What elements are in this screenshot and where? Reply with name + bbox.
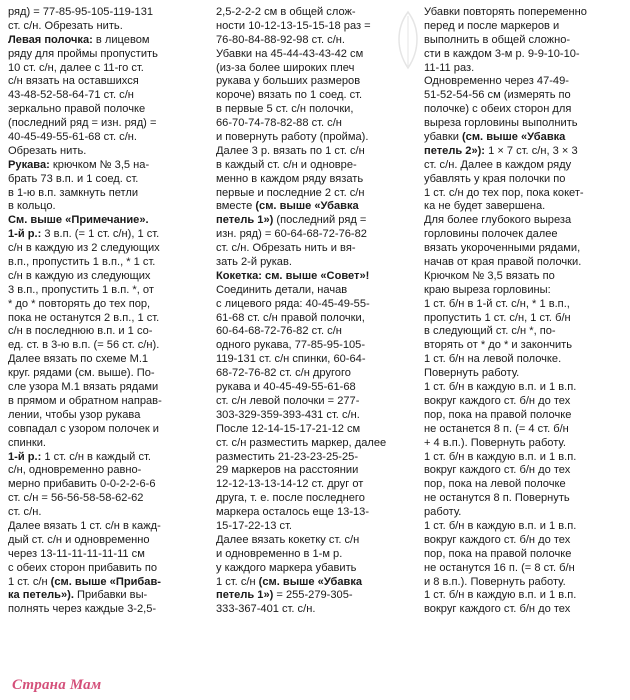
text-segment: 40-45-49-55-61-68 ст. с/н. bbox=[8, 131, 137, 144]
bold-text-segment: ка петель»). bbox=[8, 589, 74, 602]
text-segment: После 12-14-15-17-21-12 см bbox=[216, 422, 361, 435]
text-line bbox=[424, 589, 624, 603]
text-segment: (последний ряд = изн. ряд) = bbox=[8, 117, 157, 130]
text-segment: ст. с/н. Обрезать нить и вя- bbox=[216, 242, 356, 255]
text-line bbox=[216, 214, 416, 228]
text-segment: с/н в каждую из 2 следующих bbox=[8, 242, 160, 255]
text-segment: ед. ст. в 3-ю в.п. (= 56 ст. с/н). bbox=[8, 339, 160, 352]
text-segment: Убавки повторять попеременно bbox=[424, 6, 587, 18]
text-line bbox=[216, 256, 416, 270]
text-line bbox=[8, 464, 204, 478]
text-line bbox=[216, 75, 416, 89]
text-line bbox=[424, 214, 624, 228]
text-line bbox=[216, 89, 416, 103]
text-line bbox=[424, 242, 624, 256]
text-segment: совпадал с узором полочек и bbox=[8, 422, 160, 435]
text-line bbox=[216, 159, 416, 173]
text-line bbox=[8, 34, 204, 48]
text-line bbox=[424, 548, 624, 562]
text-line bbox=[8, 478, 204, 492]
text-line bbox=[216, 451, 416, 465]
text-column-2 bbox=[216, 6, 416, 696]
text-line bbox=[216, 34, 416, 48]
text-segment: 1 ст. б/н в каждую в.п. и 1 в.п. bbox=[424, 450, 577, 463]
text-line bbox=[8, 20, 204, 34]
text-segment: полочке) с обеих сторон для bbox=[424, 103, 572, 116]
text-line bbox=[424, 409, 624, 423]
text-line bbox=[216, 548, 416, 562]
text-segment: перед и после маркеров и bbox=[424, 19, 560, 32]
text-line bbox=[8, 200, 204, 214]
text-line bbox=[424, 353, 624, 367]
text-line bbox=[216, 339, 416, 353]
text-segment: с/н в каждую из следующих bbox=[8, 269, 151, 282]
text-line bbox=[8, 228, 204, 242]
text-segment: мерно прибавить 0-0-2-2-6-6 bbox=[8, 478, 156, 491]
text-segment: 3 в.п. (= 1 ст. с/н), 1 ст. bbox=[41, 228, 160, 241]
text-segment: через 13-11-11-11-11-11 см bbox=[8, 547, 145, 560]
text-segment: ряду для проймы пропустить bbox=[8, 47, 158, 60]
text-line bbox=[424, 187, 624, 201]
text-line bbox=[8, 312, 204, 326]
text-line bbox=[8, 89, 204, 103]
text-line bbox=[216, 325, 416, 339]
text-segment: = 255-279-305- bbox=[273, 589, 353, 602]
text-segment: с/н, одновременно равно- bbox=[8, 464, 142, 477]
text-line bbox=[424, 62, 624, 76]
text-segment: горловины полочек далее bbox=[424, 228, 558, 241]
text-segment: 2,5-2-2-2 см в общей слож- bbox=[216, 6, 356, 18]
text-line bbox=[216, 520, 416, 534]
text-segment: Крючком № 3,5 вязать по bbox=[424, 269, 555, 282]
text-segment: с лицевого ряда: 40-45-49-55- bbox=[216, 297, 370, 310]
text-line bbox=[424, 451, 624, 465]
text-segment: 1 ст. с/н bbox=[8, 575, 51, 588]
text-segment: 10 ст. с/н, далее с 11-го ст. bbox=[8, 61, 144, 74]
text-segment: не останутся 16 п. (= 8 ст. б/н bbox=[424, 561, 575, 574]
text-segment: не останутся 8 п. Повернуть bbox=[424, 492, 570, 505]
text-segment: пор, пока на левой полочке bbox=[424, 478, 566, 491]
text-line bbox=[424, 131, 624, 145]
text-line bbox=[216, 298, 416, 312]
text-segment: Далее вязать по схеме М.1 bbox=[8, 353, 149, 366]
text-line bbox=[216, 187, 416, 201]
text-line bbox=[216, 242, 416, 256]
text-line bbox=[424, 284, 624, 298]
text-segment: круг. рядами (см. выше). По- bbox=[8, 367, 155, 380]
text-segment: и повернуть работу (пройма). bbox=[216, 131, 369, 144]
text-line bbox=[424, 367, 624, 381]
text-segment: Прибавки вы- bbox=[73, 589, 148, 602]
text-segment: работу. bbox=[424, 506, 462, 519]
text-segment: вокруг каждого ст. б/н до тех bbox=[424, 464, 571, 477]
text-segment: в следующий ст. с/н *, по- bbox=[424, 325, 556, 338]
bold-text-segment: (см. выше «Убавка bbox=[258, 575, 363, 588]
text-segment: вязать укороченными рядами, bbox=[424, 242, 581, 255]
text-line bbox=[216, 6, 416, 20]
text-line bbox=[424, 603, 624, 617]
bold-text-segment: Кокетка: см. выше «Совет»! bbox=[216, 269, 370, 282]
text-line bbox=[216, 423, 416, 437]
text-segment: пока не останутся 2 в.п., 1 ст. bbox=[8, 311, 160, 324]
text-line bbox=[8, 6, 204, 20]
text-segment: 29 маркеров на расстоянии bbox=[216, 464, 359, 477]
text-line bbox=[424, 48, 624, 62]
bold-text-segment: (см. выше «Прибав- bbox=[50, 575, 161, 588]
text-segment: рукава и 40-45-49-55-61-68 bbox=[216, 381, 356, 394]
text-line bbox=[424, 423, 624, 437]
text-segment: вокруг каждого ст. б/н до тех bbox=[424, 394, 571, 407]
text-segment: 51-52-54-56 см (измерять по bbox=[424, 89, 571, 102]
text-line bbox=[8, 395, 204, 409]
text-segment: первые и последние 2 ст. с/н bbox=[216, 186, 365, 199]
text-line bbox=[216, 589, 416, 603]
text-segment: лении, чтобы узор рукава bbox=[8, 408, 141, 421]
text-segment: и 8 в.п.). Повернуть работу. bbox=[424, 575, 566, 588]
text-segment: 1 ст. б/н в каждую в.п. и 1 в.п. bbox=[424, 381, 577, 394]
text-segment: 1 ст. с/н до тех пор, пока кокет- bbox=[424, 186, 584, 199]
text-line bbox=[8, 423, 204, 437]
text-segment: и одновременно в 1-м р. bbox=[216, 547, 343, 560]
text-line bbox=[216, 492, 416, 506]
text-segment: брать 73 в.п. и 1 соед. ст. bbox=[8, 172, 139, 185]
text-line bbox=[216, 103, 416, 117]
text-line bbox=[424, 173, 624, 187]
bold-text-segment: См. выше «Примечание». bbox=[8, 214, 149, 227]
text-line bbox=[8, 576, 204, 590]
text-segment: в каждый ст. с/н и одновре- bbox=[216, 158, 357, 171]
text-line bbox=[424, 339, 624, 353]
text-line bbox=[8, 298, 204, 312]
text-segment: 3 в.п., пропустить 1 в.п. *, от bbox=[8, 283, 154, 296]
text-segment: 333-367-401 ст. с/н. bbox=[216, 603, 316, 616]
text-line bbox=[216, 353, 416, 367]
text-segment: зать 2-й рукав. bbox=[216, 256, 292, 269]
text-line bbox=[8, 284, 204, 298]
text-segment: пропустить 1 ст. с/н, 1 ст. б/н bbox=[424, 311, 571, 324]
text-segment: не останется 8 п. (= 4 ст. б/н bbox=[424, 422, 569, 435]
text-segment: в кольцо. bbox=[8, 200, 56, 213]
bold-text-segment: Рукава: bbox=[8, 158, 50, 171]
text-segment: вокруг каждого ст. б/н до тех bbox=[424, 603, 571, 616]
text-line bbox=[424, 75, 624, 89]
text-segment: у каждого маркера убавить bbox=[216, 561, 357, 574]
text-line bbox=[8, 214, 204, 228]
text-line bbox=[424, 562, 624, 576]
text-line bbox=[8, 367, 204, 381]
text-line bbox=[8, 131, 204, 145]
text-segment: дый ст. с/н и одновременно bbox=[8, 533, 150, 546]
text-segment: друга, т. е. после последнего bbox=[216, 492, 365, 505]
text-line bbox=[216, 117, 416, 131]
text-segment: Далее вязать кокетку ст. с/н bbox=[216, 533, 360, 546]
text-segment: ка не будет завершена. bbox=[424, 200, 546, 213]
text-segment: 61-68 ст. с/н правой полочки, bbox=[216, 311, 365, 324]
text-line bbox=[8, 103, 204, 117]
text-line bbox=[8, 242, 204, 256]
text-segment: выреза горловины выполнить bbox=[424, 117, 578, 130]
text-line bbox=[216, 464, 416, 478]
text-line bbox=[424, 534, 624, 548]
text-segment: 12-12-13-13-14-12 ст. друг от bbox=[216, 478, 364, 491]
text-line bbox=[424, 395, 624, 409]
text-line bbox=[424, 103, 624, 117]
bold-text-segment: (см. выше «Убавка bbox=[461, 131, 566, 144]
text-segment: начав от края правой полочки. bbox=[424, 256, 582, 269]
text-segment: 1 ст. с/н в каждый ст. bbox=[41, 450, 151, 463]
text-line bbox=[8, 534, 204, 548]
text-segment: 1 ст. б/н на левой полочке. bbox=[424, 353, 562, 366]
text-segment: 1 ст. с/н bbox=[216, 575, 259, 588]
text-line bbox=[8, 520, 204, 534]
text-line bbox=[424, 325, 624, 339]
text-line bbox=[216, 284, 416, 298]
text-segment: Одновременно через 47-49- bbox=[424, 75, 569, 88]
bold-text-segment: 1-й р.: bbox=[8, 228, 42, 241]
text-line bbox=[216, 395, 416, 409]
bold-text-segment: петель 1») bbox=[216, 214, 274, 227]
text-segment: Соединить детали, начав bbox=[216, 283, 348, 296]
text-line bbox=[424, 159, 624, 173]
text-line bbox=[424, 34, 624, 48]
text-line bbox=[216, 603, 416, 617]
text-segment: ст. с/н. Далее в каждом ряду bbox=[424, 158, 572, 171]
bold-text-segment: петель 1») bbox=[216, 589, 274, 602]
text-segment: вокруг каждого ст. б/н до тех bbox=[424, 533, 571, 546]
text-segment: одного рукава, 77-85-95-105- bbox=[216, 339, 366, 352]
text-segment: убавки bbox=[424, 131, 462, 144]
text-line bbox=[424, 520, 624, 534]
text-segment: разместить 21-23-23-25-25- bbox=[216, 450, 359, 463]
text-segment: + 4 в.п.). Повернуть работу. bbox=[424, 436, 566, 449]
text-segment: (из-за более широких плеч bbox=[216, 61, 355, 74]
text-line bbox=[424, 20, 624, 34]
text-segment: ст. с/н разместить маркер, далее bbox=[216, 436, 387, 449]
text-segment: 303-329-359-393-431 ст. с/н. bbox=[216, 408, 360, 421]
text-segment: в лицевом bbox=[92, 33, 150, 46]
text-line bbox=[424, 200, 624, 214]
text-line bbox=[216, 312, 416, 326]
text-segment: 60-64-68-72-76-82 ст. с/н bbox=[216, 325, 342, 338]
text-segment: (последний ряд = bbox=[273, 214, 367, 227]
text-line bbox=[8, 48, 204, 62]
text-segment: пор, пока на правой полочке bbox=[424, 547, 572, 560]
text-line bbox=[424, 256, 624, 270]
text-segment: 11-11 раз. bbox=[424, 61, 475, 74]
text-segment: в прямом и обратном направ- bbox=[8, 394, 162, 407]
text-segment: Убавки на 45-44-43-43-42 см bbox=[216, 47, 364, 60]
text-column-1 bbox=[8, 6, 204, 696]
text-line bbox=[8, 506, 204, 520]
text-line bbox=[8, 437, 204, 451]
text-segment: убавлять у края полочки по bbox=[424, 172, 566, 185]
text-segment: вместе bbox=[216, 200, 256, 213]
text-line bbox=[216, 534, 416, 548]
text-line bbox=[8, 62, 204, 76]
text-line bbox=[8, 353, 204, 367]
text-line bbox=[8, 325, 204, 339]
text-segment: пор, пока на правой полочке bbox=[424, 408, 572, 421]
text-line bbox=[8, 603, 204, 617]
text-segment: менно в каждом ряду вязать bbox=[216, 172, 364, 185]
text-line bbox=[8, 339, 204, 353]
text-line bbox=[8, 562, 204, 576]
text-segment: 119-131 ст. с/н спинки, 60-64- bbox=[216, 353, 366, 366]
text-line bbox=[424, 506, 624, 520]
text-line bbox=[424, 89, 624, 103]
text-segment: крючком № 3,5 на- bbox=[49, 158, 150, 171]
text-segment: Для более глубокого выреза bbox=[424, 214, 572, 227]
text-segment: ряд) = 77-85-95-105-119-131 bbox=[8, 6, 154, 18]
text-line bbox=[424, 464, 624, 478]
text-segment: 68-72-76-82 ст. с/н другого bbox=[216, 367, 351, 380]
text-line bbox=[216, 506, 416, 520]
text-segment: полнять через каждые 3-2,5- bbox=[8, 603, 157, 616]
text-line bbox=[216, 562, 416, 576]
text-segment: сле узора М.1 вязать рядами bbox=[8, 381, 159, 394]
text-segment: Далее вязать 1 ст. с/н в кажд- bbox=[8, 519, 161, 532]
text-segment: ст. с/н. Обрезать нить. bbox=[8, 19, 123, 32]
text-line bbox=[216, 48, 416, 62]
text-segment: в 1-ю в.п. замкнуть петли bbox=[8, 186, 139, 199]
text-segment: 76-80-84-88-92-98 ст. с/н. bbox=[216, 33, 345, 46]
text-line bbox=[424, 576, 624, 590]
text-segment: 1 ст. б/н в 1-й ст. с/н, * 1 в.п., bbox=[424, 297, 570, 310]
text-line bbox=[216, 62, 416, 76]
text-line bbox=[8, 381, 204, 395]
text-segment: вторять от * до * и закончить bbox=[424, 339, 573, 352]
text-line bbox=[216, 409, 416, 423]
bold-text-segment: Левая полочка: bbox=[8, 33, 93, 46]
text-segment: спинки. bbox=[8, 436, 47, 449]
text-line bbox=[424, 6, 624, 20]
text-line bbox=[8, 492, 204, 506]
text-line bbox=[424, 270, 624, 284]
text-line bbox=[216, 131, 416, 145]
text-line bbox=[216, 381, 416, 395]
text-segment: маркера осталось еще 13-13- bbox=[216, 506, 370, 519]
text-segment: 1 ст. б/н в каждую в.п. и 1 в.п. bbox=[424, 589, 577, 602]
bold-text-segment: 1-й р.: bbox=[8, 450, 42, 463]
text-line bbox=[424, 228, 624, 242]
text-segment: в первые 5 ст. с/н полочки, bbox=[216, 103, 354, 116]
text-line bbox=[424, 117, 624, 131]
text-segment: Далее 3 р. вязать по 1 ст. с/н bbox=[216, 144, 365, 157]
text-segment: изн. ряд) = 60-64-68-72-76-82 bbox=[216, 228, 367, 241]
text-segment: Повернуть работу. bbox=[424, 367, 520, 380]
text-segment: Обрезать нить. bbox=[8, 144, 87, 157]
text-line bbox=[424, 145, 624, 159]
text-line bbox=[8, 409, 204, 423]
bold-text-segment: петель 2»): bbox=[424, 144, 486, 157]
text-segment: краю выреза горловины: bbox=[424, 283, 551, 296]
text-segment: 1 ст. б/н в каждую в.п. и 1 в.п. bbox=[424, 519, 577, 532]
text-line bbox=[8, 173, 204, 187]
text-column-3 bbox=[424, 6, 624, 696]
text-line bbox=[424, 298, 624, 312]
text-segment: в.п., пропустить 1 в.п., * 1 ст. bbox=[8, 256, 156, 269]
text-segment: сти в каждом 3-м р. 9-9-10-10- bbox=[424, 47, 580, 60]
text-line bbox=[8, 270, 204, 284]
text-line bbox=[216, 437, 416, 451]
text-line bbox=[8, 145, 204, 159]
bold-text-segment: (см. выше «Убавка bbox=[255, 200, 359, 213]
text-line bbox=[424, 437, 624, 451]
text-line bbox=[424, 492, 624, 506]
text-line bbox=[216, 478, 416, 492]
text-segment: 1 × 7 ст. с/н, 3 × 3 bbox=[485, 144, 578, 157]
text-line bbox=[8, 117, 204, 131]
text-segment: ст. с/н. bbox=[8, 506, 42, 519]
text-line bbox=[8, 187, 204, 201]
site-watermark: Страна Мам bbox=[8, 677, 105, 694]
text-segment: рукава у больших размеров bbox=[216, 75, 361, 88]
text-segment: ст. с/н левой полочки = 277- bbox=[216, 394, 360, 407]
text-segment: выполнить в общей сложно- bbox=[424, 33, 571, 46]
text-line bbox=[216, 367, 416, 381]
text-line bbox=[8, 451, 204, 465]
text-line bbox=[424, 312, 624, 326]
text-line bbox=[8, 75, 204, 89]
text-line bbox=[216, 173, 416, 187]
text-line bbox=[216, 270, 416, 284]
text-segment: 66-70-74-78-82-88 ст. с/н bbox=[216, 117, 342, 130]
text-line bbox=[216, 228, 416, 242]
text-line bbox=[216, 145, 416, 159]
text-segment: короче) вязать по 1 соед. ст. bbox=[216, 89, 363, 102]
text-line bbox=[424, 478, 624, 492]
text-segment: * до * повторять до тех пор, bbox=[8, 297, 151, 310]
text-segment: 43-48-52-58-64-71 ст. с/н bbox=[8, 89, 134, 102]
text-line bbox=[8, 256, 204, 270]
text-line bbox=[8, 548, 204, 562]
text-segment: с обеих сторон прибавить по bbox=[8, 561, 158, 574]
text-line bbox=[216, 576, 416, 590]
text-segment: 15-17-22-13 ст. bbox=[216, 519, 293, 532]
text-line bbox=[8, 159, 204, 173]
text-segment: ности 10-12-13-15-15-18 раз = bbox=[216, 19, 371, 32]
text-line bbox=[216, 200, 416, 214]
text-line bbox=[216, 20, 416, 34]
text-line bbox=[8, 589, 204, 603]
text-segment: зеркально правой полочке bbox=[8, 103, 146, 116]
text-line bbox=[424, 381, 624, 395]
text-segment: ст. с/н = 56-56-58-58-62-62 bbox=[8, 492, 144, 505]
text-segment: с/н вязать на оставшихся bbox=[8, 75, 139, 88]
text-segment: с/н в последнюю в.п. и 1 со- bbox=[8, 325, 153, 338]
